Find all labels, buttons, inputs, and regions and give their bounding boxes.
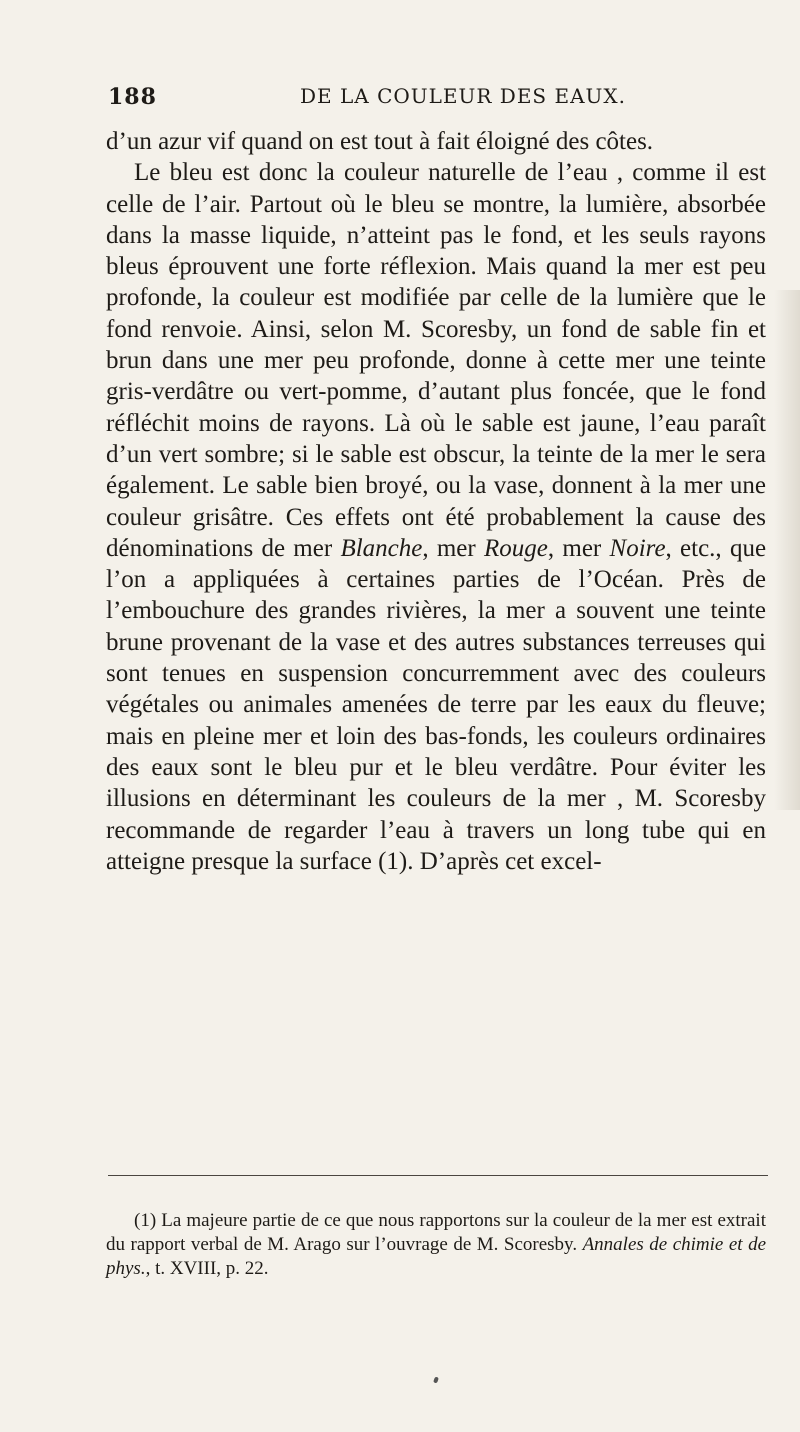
- paragraph-continuation: d’un azur vif quand on est tout à fait éloigné des côtes.: [106, 128, 654, 155]
- paragraph-text-part: Le bleu est donc la couleur naturelle de l’eau , comme il est celle de l’air. Partout où le bleu se montre, la lumière, absorbée dans la masse liquide, n’atteint pas le fond, et les seuls rayons bleus éprouvent une forte réflexion. Mais quand la mer est peu profonde, la couleur est modifiée par celle de la lumière que le fond renvoie. Ainsi, selon M. Scoresby, un fond de sable fin et brun dans une mer peu profonde, donne à cette mer une teinte gris-verdâtre ou vert-pomme, d’autant plus foncée, que le fond réfléchit moins de rayons. Là où le sable est jaune, l’eau paraît d’un vert sombre; si le sable est obscur, la teinte de la mer le sera également. Le sable bien broyé, ou la vase, donnent à la mer une couleur grisâtre. Ces effets ont été probablement la cause des dénominations de mer: [106, 159, 766, 562]
- print-mark: [433, 1376, 439, 1383]
- paragraph-color-of-water: [106, 157, 766, 877]
- term-blanche: Blanche: [340, 534, 423, 562]
- footnote-divider: [108, 1175, 768, 1176]
- paragraph-text-part: , etc., que l’on a appliquées à certaines parties de l’Océan. Près de l’embouchure des grandes rivières, la mer a souvent une teinte brune provenant de la vase et des autres substances terreuses qui sont tenues en suspension concurremment avec des couleurs végétales ou animales amenées de terre par les eaux du fleuve; mais en pleine mer et loin des bas-fonds, les couleurs ordinaires des eaux sont le bleu pur et le bleu verdâtre. Pour éviter les illusions en déterminant les couleurs de la mer , M. Scoresby recommande de regarder l’eau à travers un long tube qui en atteigne presque la surface (1). D’après cet excel-: [106, 534, 767, 875]
- paragraph-text-part: , mer: [547, 534, 602, 562]
- page-number: 188: [108, 84, 157, 110]
- footnote: [106, 1209, 766, 1281]
- footnote-citation: , t. XVIII, p. 22.: [145, 1258, 269, 1279]
- paragraph-text-part: , mer: [422, 534, 476, 562]
- footnote-text: (1) La majeure partie de ce que nous rapportons sur la couleur de la mer est extrait du rapport verbal de M. Arago sur l’ouvrage de M. Scoresby.: [106, 1210, 766, 1255]
- page-edge-shadow: [774, 290, 800, 810]
- term-rouge: Rouge: [484, 534, 548, 562]
- footnote-journal-title: Annales de chimie et de phys.: [106, 1234, 766, 1279]
- main-text: [106, 126, 766, 877]
- running-title: DE LA COULEUR DES EAUX.: [300, 84, 626, 108]
- term-noire: Noire: [609, 534, 666, 562]
